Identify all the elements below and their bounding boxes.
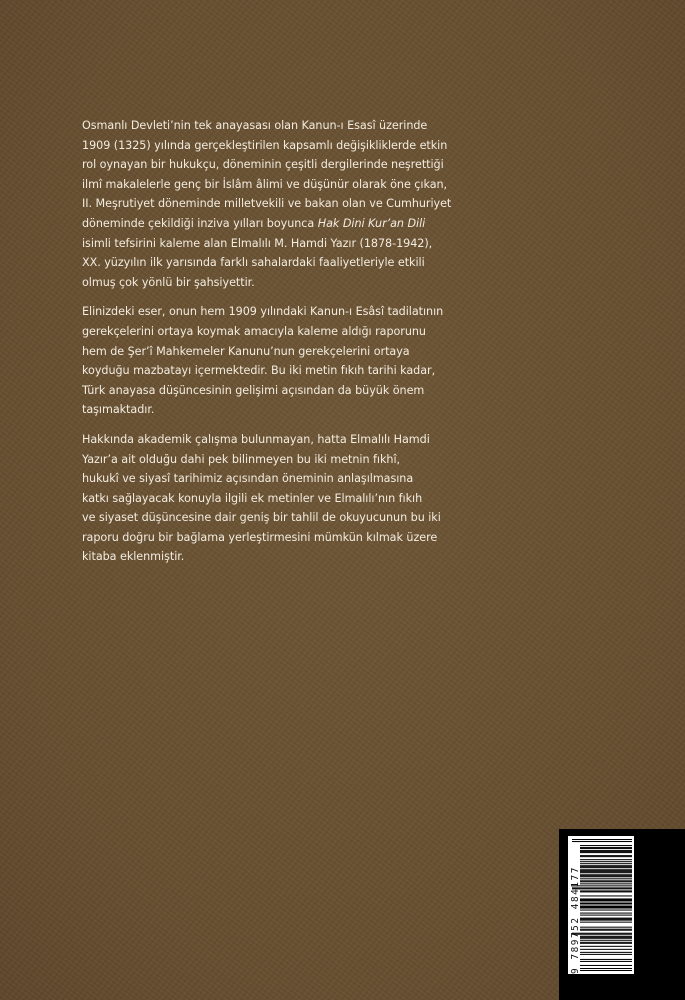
blurb-paragraph-2 [82, 302, 472, 420]
barcode-bar [580, 890, 632, 891]
blurb-line: taşımaktadır. [82, 403, 155, 417]
blurb-line: 1909 (1325) yılında gerçekleştirilen kapsamlı değişikliklerde etkin [82, 138, 448, 152]
barcode-bar [580, 869, 632, 870]
barcode-bar [580, 930, 632, 931]
barcode-bar [580, 876, 632, 877]
barcode-bar [580, 863, 632, 864]
barcode-bar [580, 902, 632, 903]
barcode-bar [580, 878, 632, 879]
blurb-line: Türk anayasa düşüncesinin gelişimi açısından da büyük önem [82, 383, 425, 397]
barcode-bar [580, 954, 632, 955]
barcode-bar [580, 852, 632, 853]
barcode-bar [580, 865, 632, 866]
barcode-bar [580, 915, 632, 916]
blurb-paragraph-3 [82, 430, 472, 567]
barcode-bar [580, 883, 632, 884]
blurb-line-text: döneminde çekildiği inziva yılları boyunca [82, 216, 315, 230]
barcode-bar [580, 936, 632, 937]
blurb-line: hukukî ve siyasî tarihimiz açısından öneminin anlaşılmasına [82, 472, 414, 486]
barcode-bar [580, 908, 632, 909]
blurb-line: Hakkında akademik çalışma bulunmayan, hatta Elmalılı Hamdi [82, 432, 430, 446]
blurb-line: ve siyaset düşüncesine dair geniş bir tahlil de okuyucunun bu iki [82, 511, 441, 525]
barcode-bar [580, 845, 632, 846]
barcode-bar [580, 959, 632, 960]
blurb-line: hem de Şer’î Mahkemeler Kanunu’nun gerekçelerini ortaya [82, 344, 410, 358]
barcode-bar [580, 851, 632, 852]
blurb-line: katkı sağlayacak konuyla ilgili ek metinler ve Elmalılı’nın fıkıh [82, 491, 423, 505]
barcode-bar [580, 850, 632, 851]
barcode-bar [580, 943, 632, 944]
barcode-bar [580, 900, 632, 901]
barcode-bar [580, 867, 632, 868]
barcode-bar [580, 946, 632, 947]
blurb-line: II. Meşrutiyet döneminde milletvekili ve bakan olan ve Cumhuriyet [82, 197, 452, 211]
barcode-bar [580, 940, 632, 941]
tafsir-title: Hak Dini Kur’an Dili [317, 216, 426, 230]
blurb-line: kitaba eklenmiştir. [82, 550, 185, 564]
barcode-bar [580, 910, 632, 911]
barcode-bar [580, 875, 632, 876]
barcode-bar [580, 922, 632, 923]
blurb-line: gerekçelerini ortaya koymak amacıyla kaleme aldığı raporunu [82, 324, 426, 338]
barcode-bar [580, 913, 632, 914]
barcode-bar [580, 927, 632, 928]
barcode-bar [580, 965, 632, 966]
barcode-bar [580, 952, 632, 953]
barcode-bar [580, 872, 632, 873]
barcode-bar [580, 871, 632, 872]
blurb-line: raporu doğru bir bağlama yerleştirmesini mümkün kılmak üzere [82, 530, 438, 544]
barcode-bar [580, 899, 632, 900]
blurb-line: Osmanlı Devleti’nin tek anayasası olan Kanun-ı Esasî üzerinde [82, 119, 428, 132]
barcode-bar [580, 855, 632, 856]
blurb-line [82, 214, 472, 234]
barcode-bar [580, 907, 632, 908]
barcode-bar [580, 929, 632, 930]
barcode-bar [580, 968, 632, 969]
back-cover-blurb [82, 116, 472, 577]
barcode-bar [580, 937, 632, 938]
barcode-bar [580, 903, 632, 904]
barcode-bar [580, 906, 632, 907]
barcode-bar [580, 918, 632, 919]
barcode-bar [580, 874, 632, 875]
barcode-bar [580, 856, 632, 857]
blurb-paragraph-1 [82, 116, 472, 292]
barcode-bar [580, 880, 632, 881]
barcode-bar [580, 942, 632, 943]
barcode-bar [580, 861, 632, 862]
blurb-line: XX. yüzyılın ilk yarısında farklı sahalardaki faaliyetleriyle etkili [82, 256, 425, 270]
blurb-line: olmuş çok yönlü bir şahsiyettir. [82, 275, 255, 289]
barcode-bar [580, 881, 632, 882]
blurb-line: Elinizdeki eser, onun hem 1909 yılındaki Kanun-ı Esâsî tadilatının [82, 305, 444, 319]
blurb-line: ilmî makalelerle genç bir İslâm âlimi ve düşünür olarak öne çıkan, [82, 177, 448, 191]
barcode-bar [580, 961, 632, 962]
blurb-line: isimli tefsirini kaleme alan Elmalılı M. Hamdi Yazır (1878-1942), [82, 236, 433, 250]
blurb-line: koyduğu mazbatayı içermektedir. Bu iki metin fıkıh tarihi kadar, [82, 364, 436, 378]
barcode-bar [580, 895, 632, 896]
isbn-number: 9 789752 484177 [570, 866, 581, 974]
blurb-line: rol oynayan bir hukukçu, döneminin çeşitli dergilerinde neşrettiği [82, 158, 444, 172]
barcode-bar [580, 919, 632, 920]
barcode-bar [580, 949, 632, 950]
barcode-bar [580, 859, 632, 860]
barcode-bar [580, 847, 632, 848]
barcode-bar [580, 920, 632, 921]
barcode-bar [580, 866, 632, 867]
barcode-bar [580, 870, 632, 871]
barcode-bar [580, 891, 632, 892]
barcode-bar [580, 938, 632, 939]
barcode-bar [580, 898, 632, 899]
blurb-line: Yazır’a ait olduğu dahi pek bilinmeyen bu iki metnin fıkhî, [82, 452, 401, 466]
barcode-bar [580, 848, 632, 849]
barcode-bar [580, 970, 632, 971]
